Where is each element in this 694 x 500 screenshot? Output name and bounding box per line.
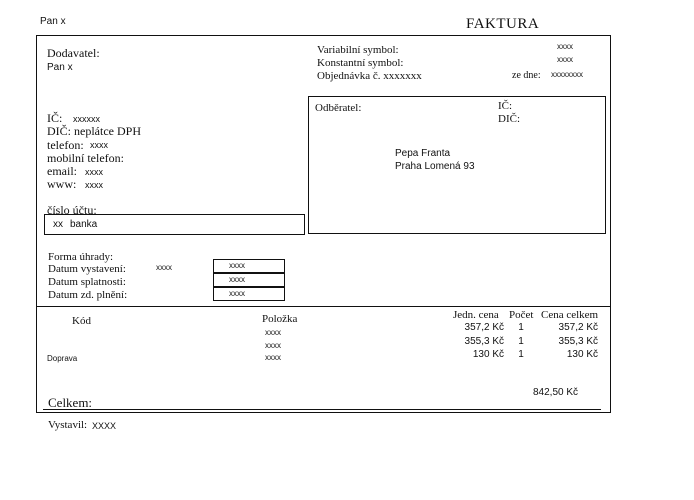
variable-symbol-label: Variabilní symbol: [317,44,399,56]
account-bank: banka [70,219,98,230]
supplier-phone-label: telefon: [47,138,84,152]
row-count: 1 [518,336,524,347]
variable-symbol-value: xxxx [557,42,573,51]
constant-symbol-value: xxxx [557,55,573,64]
col-header-item: Položka [262,313,298,325]
total-label: Celkem: [48,395,93,410]
row-item: xxxx [265,353,281,362]
row-total: 130 Kč [566,349,598,360]
row-code: Doprava [47,354,78,363]
issue-date-extra: xxxx [156,263,172,272]
row-item: xxxx [265,328,281,337]
row-count: 1 [518,349,524,360]
issue-date-box [213,259,285,273]
customer-box [308,96,606,234]
taxable-date-value: xxxx [229,289,245,298]
taxable-date-box [213,287,285,301]
order-date-label: ze dne: [512,70,541,81]
row-unit-price: 355,3 Kč [464,336,504,347]
supplier-mobile-label: mobilní telefon: [47,151,124,165]
account-label: číslo účtu: [47,203,97,217]
issued-by-value: XXXX [92,421,117,431]
issue-date-label: Datum vystavení: [48,263,126,275]
row-count: 1 [518,322,524,333]
due-date-value: xxxx [229,275,245,284]
taxable-date-label: Datum zd. plnění: [48,289,128,301]
account-box [44,214,305,235]
supplier-www-value: xxxx [85,180,103,190]
issue-date-value: xxxx [229,261,245,270]
customer-address: Praha Lomená 93 [395,161,475,172]
due-date-label: Datum splatnosti: [48,276,126,288]
supplier-ic-label: IČ: [47,111,63,125]
row-total: 357,2 Kč [558,322,598,333]
order-date-value: xxxxxxxx [551,70,583,79]
supplier-dic-value: neplátce DPH [74,124,141,138]
sender-short-name: Pan x [40,16,66,27]
col-header-total: Cena celkem [541,309,599,321]
customer-name: Pepa Franta [395,148,451,159]
supplier-email-value: xxxx [85,167,103,177]
supplier-email-label: email: [47,164,77,178]
total-value: 842,50 Kč [533,387,579,398]
supplier-dic-label: DIČ: [47,124,71,138]
supplier-www-label: www: [47,177,77,191]
col-header-unit-price: Jedn. cena [453,309,499,321]
constant-symbol-label: Konstantní symbol: [317,57,404,69]
row-unit-price: 130 Kč [472,349,504,360]
issued-by-label: Vystavil: [48,419,88,431]
account-prefix: xx [53,219,63,230]
customer-ic-label: IČ: [498,100,513,112]
supplier-name: Pan x [47,62,73,73]
supplier-phone-value: xxxx [90,140,108,150]
document-title: FAKTURA [466,16,540,32]
row-total: 355,3 Kč [558,336,598,347]
customer-label: Odběratel: [315,102,362,114]
customer-dic-label: DIČ: [498,113,520,125]
payment-method-label: Forma úhrady: [48,251,114,263]
due-date-box [213,273,285,287]
order-label: Objednávka č. xxxxxxx [317,70,422,82]
items-divider [36,306,611,307]
row-item: xxxx [265,341,281,350]
col-header-count: Počet [509,309,534,321]
total-underline [43,409,601,410]
supplier-ic-value: xxxxxx [73,114,100,124]
row-unit-price: 357,2 Kč [464,322,504,333]
supplier-label: Dodavatel: [47,46,100,60]
col-header-code: Kód [72,315,91,327]
